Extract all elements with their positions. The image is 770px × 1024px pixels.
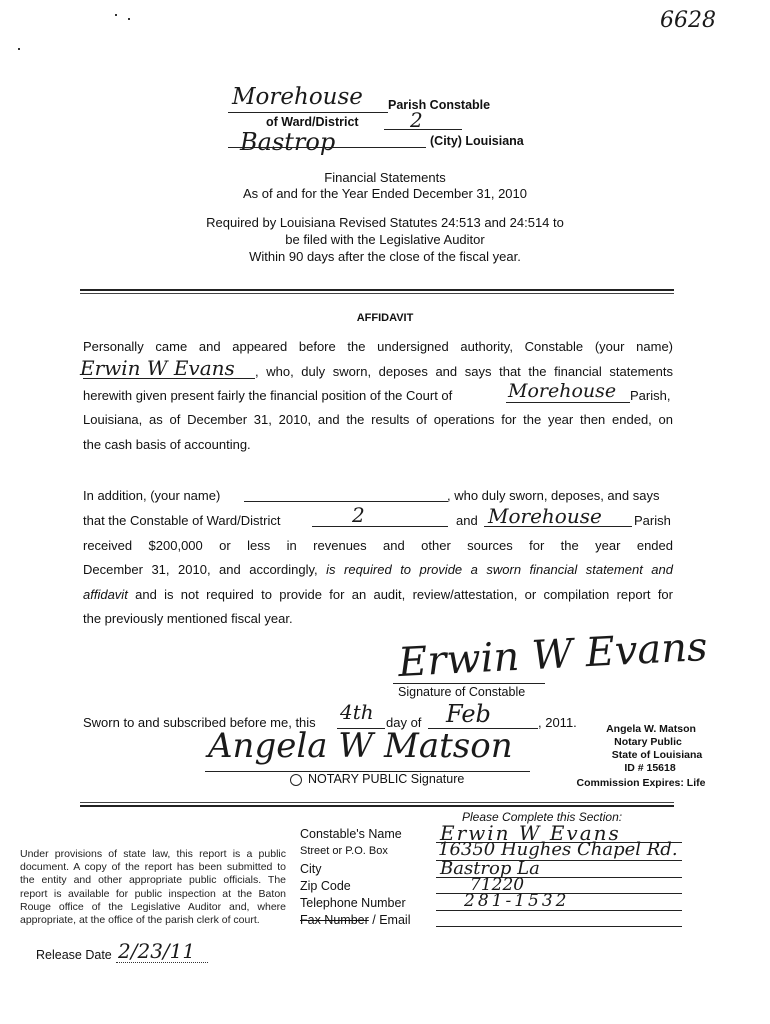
phone-field-line: [436, 910, 682, 911]
court-parish-handwritten: Morehouse: [508, 380, 617, 402]
affidavit-p2-line5b: and is not required to provide for an audit, review/attestation, or compilation report for: [135, 587, 673, 602]
affidavit-heading: AFFIDAVIT: [356, 312, 414, 324]
page-number: 6628: [660, 8, 716, 33]
notary-stamp-state: State of Louisiana: [611, 749, 703, 761]
divider-top-thin: [80, 293, 674, 294]
fax-email-label: [300, 913, 410, 927]
release-date-label: Release Date: [36, 948, 112, 962]
affidavit-p2-line1b: , who duly sworn, deposes, and says: [447, 488, 660, 503]
affidavit-p1-line3b: Parish,: [630, 388, 671, 403]
constable-name-line: [83, 378, 255, 379]
affidavit-p2-line2b: and: [456, 513, 478, 528]
affidavit-p2-line2c: Parish: [634, 513, 671, 528]
affidavit-p1-line3a: herewith given present fairly the financial position of the Court of: [83, 388, 453, 403]
ward-line: [384, 129, 462, 130]
sworn-text-b: day of: [386, 715, 422, 730]
divider-bottom: [80, 802, 674, 803]
notary-stamp-name: Angela W. Matson: [606, 723, 696, 735]
street-label: Street or P.O. Box: [300, 845, 388, 857]
affidavit-p2-line1a: In addition, (your name): [83, 488, 221, 503]
title-line-1: Financial Statements: [324, 170, 446, 185]
constable-signature: Erwin W Evans: [397, 623, 709, 687]
notary-signature-label: NOTARY PUBLIC Signature: [308, 772, 465, 786]
sworn-year: , 2011.: [538, 715, 577, 730]
your-name-line: [244, 501, 448, 502]
affidavit-p1-line4: Louisiana, as of December 31, 2010, and the results of operations for the year then ended, on: [83, 412, 673, 427]
public-document-note: Under provisions of state law, this report is a public document. A copy of the report has been submitted to the entity and other appropriate public officials. The report is available for public inspection at the Baton Rouge office of the Legislative Auditor and, where appropriate, at the office of the parish clerk of court.: [20, 848, 286, 927]
affidavit-p2-line6: the previously mentioned fiscal year.: [83, 611, 293, 626]
sworn-day-handwritten: 4th: [340, 700, 374, 724]
constable-name-label: Constable's Name: [300, 827, 402, 841]
affidavit-p2-line2a: that the Constable of Ward/District: [83, 513, 281, 528]
notary-circle-icon: [290, 774, 302, 786]
release-date-value: 2/23/11: [118, 939, 196, 963]
affidavit-p2-line4a: December 31, 2010, and accordingly,: [83, 562, 318, 577]
city-value-handwritten: Bastrop: [240, 128, 336, 156]
sworn-month-handwritten: Feb: [446, 700, 491, 728]
requirement-line-3: Within 90 days after the close of the fiscal year.: [249, 249, 521, 264]
requirement-line-2: be filed with the Legislative Auditor: [285, 232, 485, 247]
zip-value: 71220: [470, 875, 525, 895]
ward-2-handwritten: 2: [352, 503, 365, 527]
requirement-line-1: Required by Louisiana Revised Statutes 24:513 and 24:514 to: [206, 215, 564, 230]
affidavit-p2-line5a: affidavit: [83, 587, 128, 602]
sworn-text-a: Sworn to and subscribed before me, this: [83, 715, 316, 730]
scan-speck: [18, 48, 20, 50]
constable-signature-line: [393, 683, 545, 684]
constable-name-handwritten: Erwin W Evans: [80, 356, 235, 380]
title-line-2: As of and for the Year Ended December 31, 2010: [242, 186, 528, 201]
notary-stamp-title: Notary Public: [614, 736, 682, 748]
phone-label: Telephone Number: [300, 896, 406, 910]
street-value: 16350 Hughes Chapel Rd.: [438, 839, 678, 860]
affidavit-p1-line2: , who, duly sworn, deposes and says that the financial statements: [255, 364, 673, 379]
city-field-value: Bastrop La: [440, 858, 540, 879]
ward-label: of Ward/District: [266, 115, 359, 129]
parish-name-line: [228, 112, 388, 113]
scan-speck: [115, 14, 117, 16]
constable-name-value: Erwin W Evans: [440, 821, 621, 845]
affidavit-p1-line5: the cash basis of accounting.: [83, 437, 251, 452]
affidavit-p2-line3: received $200,000 or less in revenues and other sources for the year ended: [83, 538, 673, 553]
ward-value-handwritten: 2: [410, 108, 423, 132]
fax-label: Fax Number: [300, 913, 369, 927]
scan-speck: [128, 18, 130, 20]
release-date-line: [116, 962, 208, 963]
city-label: (City) Louisiana: [430, 134, 524, 148]
affidavit-p2-line4: [83, 562, 673, 577]
affidavit-p1-line1: Personally came and appeared before the undersigned authority, Constable (your name): [83, 339, 673, 354]
affidavit-p2-line5: [83, 587, 673, 602]
email-field-line: [436, 926, 682, 927]
parish-constable-label: Parish Constable: [388, 98, 491, 112]
ward-2-line: [312, 526, 448, 527]
divider-top: [80, 289, 674, 291]
parish-2-handwritten: Morehouse: [488, 504, 602, 528]
affidavit-p2-line4b: is required to provide a sworn financial statement and: [326, 562, 673, 577]
parish-name-handwritten: Morehouse: [232, 84, 363, 110]
phone-value: 281-1532: [464, 891, 570, 911]
notary-signature: Angela W Matson: [208, 726, 513, 766]
court-parish-line: [506, 402, 630, 403]
zip-label: Zip Code: [300, 879, 351, 893]
constable-signature-label: Signature of Constable: [398, 685, 526, 699]
contact-heading: Please Complete this Section:: [462, 810, 623, 824]
city-field-label: City: [300, 862, 322, 876]
notary-stamp-commission: Commission Expires: Life: [576, 777, 706, 789]
email-label: / Email: [372, 913, 411, 927]
notary-stamp-id: ID # 15618: [624, 762, 676, 774]
city-line: [228, 147, 426, 148]
divider-bottom-thick: [80, 805, 674, 807]
parish-2-line: [484, 526, 632, 527]
